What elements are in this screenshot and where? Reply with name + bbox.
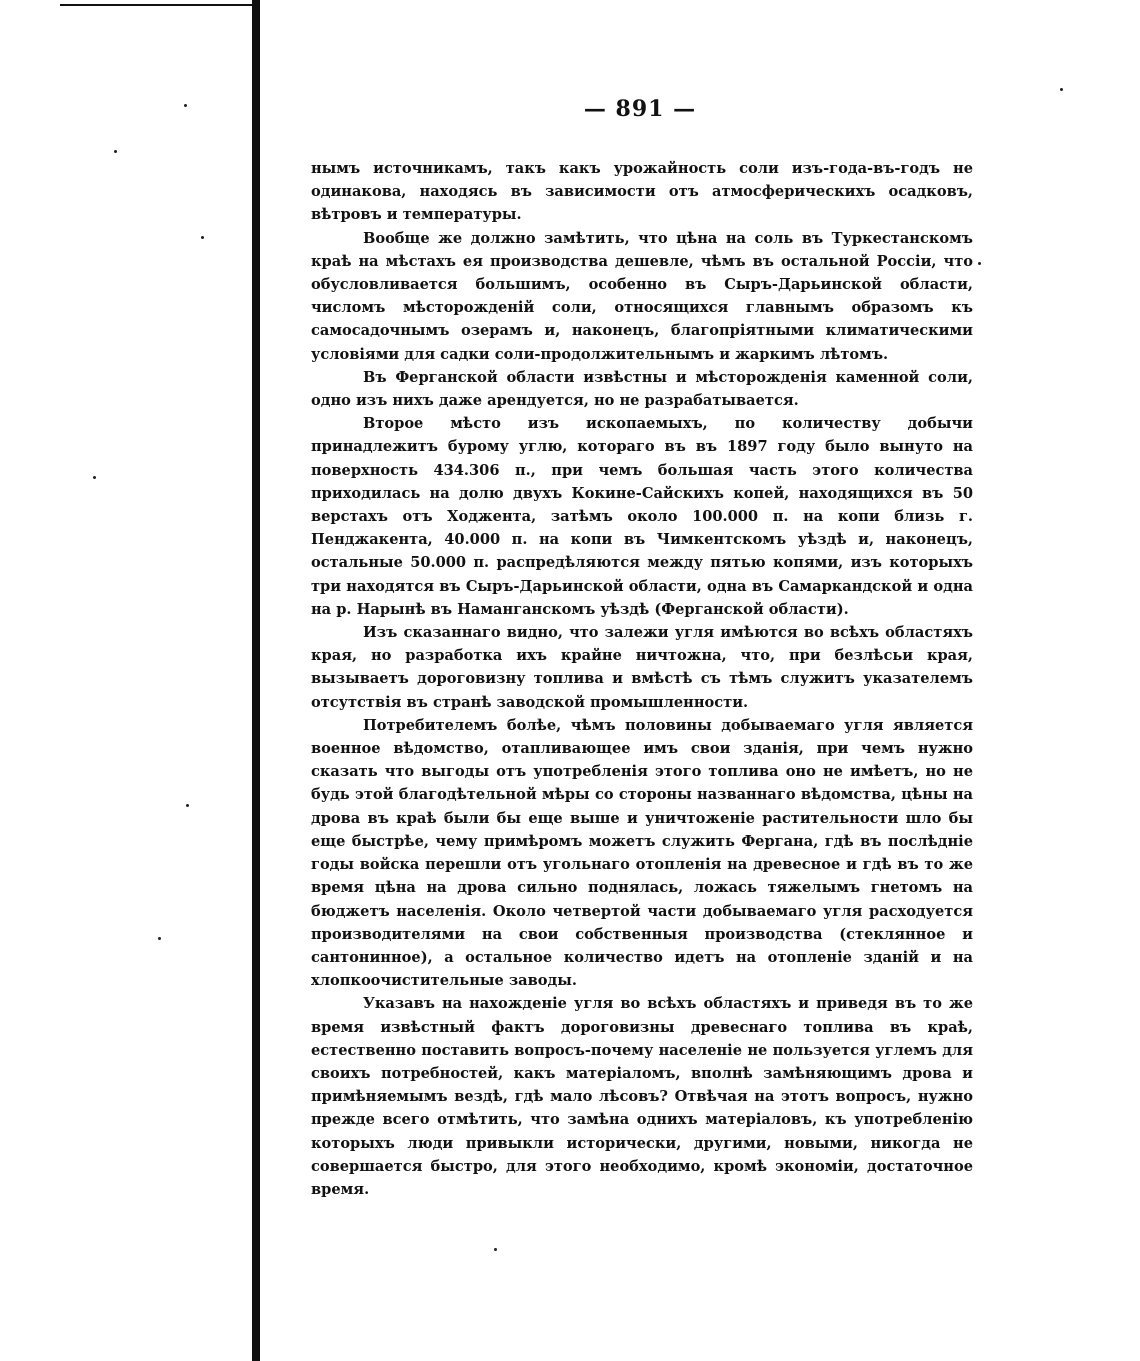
- paragraph: Вообще же должно замѣтить, что цѣна на соль въ Туркестанскомъ краѣ на мѣстахъ ея производства дешевле, чѣмъ въ остальной Россіи, что обусловливается большимъ, особенно въ Сыръ-Дарьинской области, числомъ мѣсторожденій соли, относящихся главнымъ образомъ къ самосадочнымъ озерамъ и, наконецъ, благопріятными климатическими условіями для садки соли-продолжительнымъ и жаркимъ лѣтомъ.: [311, 229, 973, 363]
- paragraph: Изъ сказаннаго видно, что залежи угля имѣются во всѣхъ областяхъ края, но разработка ихъ крайне ничтожна, что, при безлѣсьи края, вызываетъ дороговизну топлива и вмѣстѣ съ тѣмъ служитъ указателемъ отсутствія въ странѣ заводской промышленности.: [311, 624, 973, 711]
- paragraph: Второе мѣсто изъ ископаемыхъ, по количеству добычи принадлежитъ бурому углю, котораго въ въ 1897 году было вынуто на поверхность 434.306 п., при чемъ большая часть этого количества приходилась на долю двухъ Кокине-Сайскихъ копей, находящихся въ 50 верстахъ отъ Ходжента, затѣмъ около 100.000 п. на копи близь г. Пенджакента, 40.000 п. на копи въ Чимкентскомъ уѣздѣ и, наконецъ, остальные 50.000 п. распредѣляются между пятью копями, изъ которыхъ три находятся въ Сыръ-Дарьинской области, одна въ Самаркандской и одна на р. Нарынѣ въ Наманганскомъ уѣздѣ (Ферганской области).: [311, 415, 973, 618]
- scan-speck: [184, 104, 187, 107]
- scan-speck: [158, 937, 161, 940]
- scan-speck: [978, 262, 981, 265]
- scan-speck: [1060, 88, 1063, 91]
- scan-speck: [186, 804, 189, 807]
- scan-speck: [494, 1248, 497, 1251]
- paragraph: Указавъ на нахожденіе угля во всѣхъ областяхъ и приведя въ то же время извѣстный фактъ дороговизны древеснаго топлива въ краѣ, естественно поставить вопросъ-почему населеніе не пользуется углемъ для своихъ потребностей, какъ матеріаломъ, вполнѣ замѣняющимъ дрова и примѣняемымъ вездѣ, гдѣ мало лѣсовъ? Отвѣчая на этотъ вопросъ, нужно прежде всего отмѣтить, что замѣна однихъ матеріаловъ, къ употребленію которыхъ люди привыкли исторически, другими, новыми, никогда не совершается быстро, для этого необходимо, кромѣ экономіи, достаточное время.: [311, 995, 973, 1198]
- scan-speck: [201, 236, 204, 239]
- scan-speck: [93, 476, 96, 479]
- paragraph: Въ Ферганской области извѣстны и мѣсторожденія каменной соли, одно изъ нихъ даже арендуется, но не разрабатывается.: [311, 368, 973, 410]
- paragraph: нымъ источникамъ, такъ какъ урожайность соли изъ-года-въ-годъ не одинакова, находясь въ зависимости отъ атмосферическихъ осадковъ, вѣтровъ и температуры.: [311, 160, 973, 224]
- body-text: [311, 157, 973, 1201]
- paragraph: Потребителемъ болѣе, чѣмъ половины добываемаго угля является военное вѣдомство, отапливающее имъ свои зданія, при чемъ нужно сказать что выгоды отъ употребленія этого топлива оно не имѣетъ, но не будь этой благодѣтельной мѣры со стороны названнаго вѣдомства, цѣны на дрова въ краѣ были бы еще выше и уничтоженіе растительности шло бы еще быстрѣе, чему примѣромъ можетъ служить Фергана, гдѣ въ послѣдніе годы войска перешли отъ угольнаго отопленія на древесное и гдѣ въ то же время цѣна на дрова сильно поднялась, ложась тяжелымъ гнетомъ на бюджетъ населенія. Около четвертой части добываемаго угля расходуется производителями на свои собственныя производства (стеклянное и сантонинное), а остальное количество идетъ на отопленіе зданій и на хлопкоочистительные заводы.: [311, 716, 973, 990]
- binding-line: [252, 0, 260, 1361]
- scan-speck: [114, 150, 117, 153]
- top-rule: [60, 4, 252, 6]
- page-number: — 891 —: [583, 96, 697, 122]
